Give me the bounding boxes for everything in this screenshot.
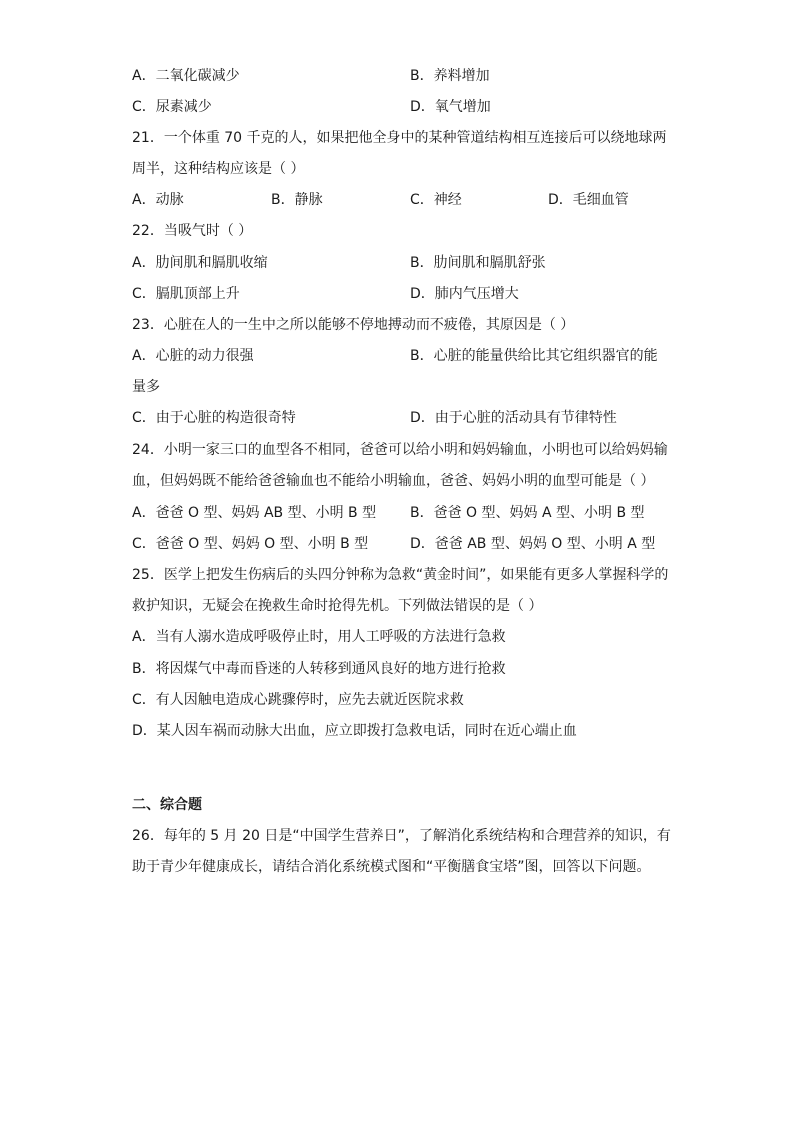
q24-option-a: A．爸爸 O 型、妈妈 AB 型、小明 B 型: [132, 505, 377, 521]
q20-option-b: B．养料增加: [410, 68, 490, 84]
q21-option-d: D．毛细血管: [548, 192, 629, 208]
q23-option-c: C．由于心脏的构造很奇特: [132, 410, 296, 426]
q22-option-a: A．肋间肌和膈肌收缩: [132, 255, 268, 271]
q23-stem: 23．心脏在人的一生中之所以能够不停地搏动而不疲倦，其原因是（ ）: [132, 317, 575, 333]
q23-option-a: A．心脏的动力很强: [132, 348, 254, 364]
q25-option-d: D．某人因车祸而动脉大出血，应立即拨打急救电话，同时在近心端止血: [132, 723, 577, 739]
q23-option-b-line2: 量多: [132, 379, 160, 395]
q25-option-a: A．当有人溺水造成呼吸停止时，用人工呼吸的方法进行急救: [132, 629, 506, 645]
q23-option-d: D．由于心脏的活动具有节律特性: [410, 410, 617, 426]
q21-option-b: B．静脉: [271, 192, 323, 208]
q21-option-c: C．神经: [410, 192, 462, 208]
q24-option-c: C．爸爸 O 型、妈妈 O 型、小明 B 型: [132, 536, 369, 552]
q24-option-d: D．爸爸 AB 型、妈妈 O 型、小明 A 型: [410, 536, 656, 552]
q24-stem-line1: 24．小明一家三口的血型各不相同，爸爸可以给小明和妈妈输血，小明也可以给妈妈输: [132, 442, 668, 458]
q21-option-a: A．动脉: [132, 192, 184, 208]
q26-stem-line2: 助于青少年健康成长，请结合消化系统模式图和“平衡膳食宝塔”图，回答以下问题。: [132, 859, 651, 875]
q25-option-c: C．有人因触电造成心跳骤停时，应先去就近医院求救: [132, 692, 464, 708]
q20-option-a: A．二氧化碳减少: [132, 68, 240, 84]
q20-option-c: C．尿素减少: [132, 99, 212, 115]
q24-option-b: B．爸爸 O 型、妈妈 A 型、小明 B 型: [410, 505, 645, 521]
q21-stem-line1: 21．一个体重 70 千克的人，如果把他全身中的某种管道结构相互连接后可以绕地球两: [132, 130, 667, 146]
q24-stem-line2: 血，但妈妈既不能给爸爸输血也不能给小明输血，爸爸、妈妈小明的血型可能是（ ）: [132, 473, 655, 489]
q25-stem-line1: 25．医学上把发生伤病后的头四分钟称为急救“黄金时间”，如果能有更多人掌握科学的: [132, 567, 669, 583]
q26-stem-line1: 26．每年的 5 月 20 日是“中国学生营养日”，了解消化系统结构和合理营养的知识，有: [132, 828, 671, 844]
q20-option-d: D．氧气增加: [410, 99, 491, 115]
q22-option-d: D．肺内气压增大: [410, 286, 519, 302]
q21-stem-line2: 周半，这种结构应该是（ ）: [132, 161, 305, 177]
q22-option-c: C．膈肌顶部上升: [132, 286, 240, 302]
section-title: 二、综合题: [132, 797, 202, 813]
q22-option-b: B．肋间肌和膈肌舒张: [410, 255, 546, 271]
q25-option-b: B．将因煤气中毒而昏迷的人转移到通风良好的地方进行抢救: [132, 661, 506, 677]
q22-stem: 22．当吸气时（ ）: [132, 223, 253, 239]
q25-stem-line2: 救护知识，无疑会在挽救生命时抢得先机。下列做法错误的是（ ）: [132, 598, 543, 614]
q23-option-b-line1: B．心脏的能量供给比其它组织器官的能: [410, 348, 658, 364]
